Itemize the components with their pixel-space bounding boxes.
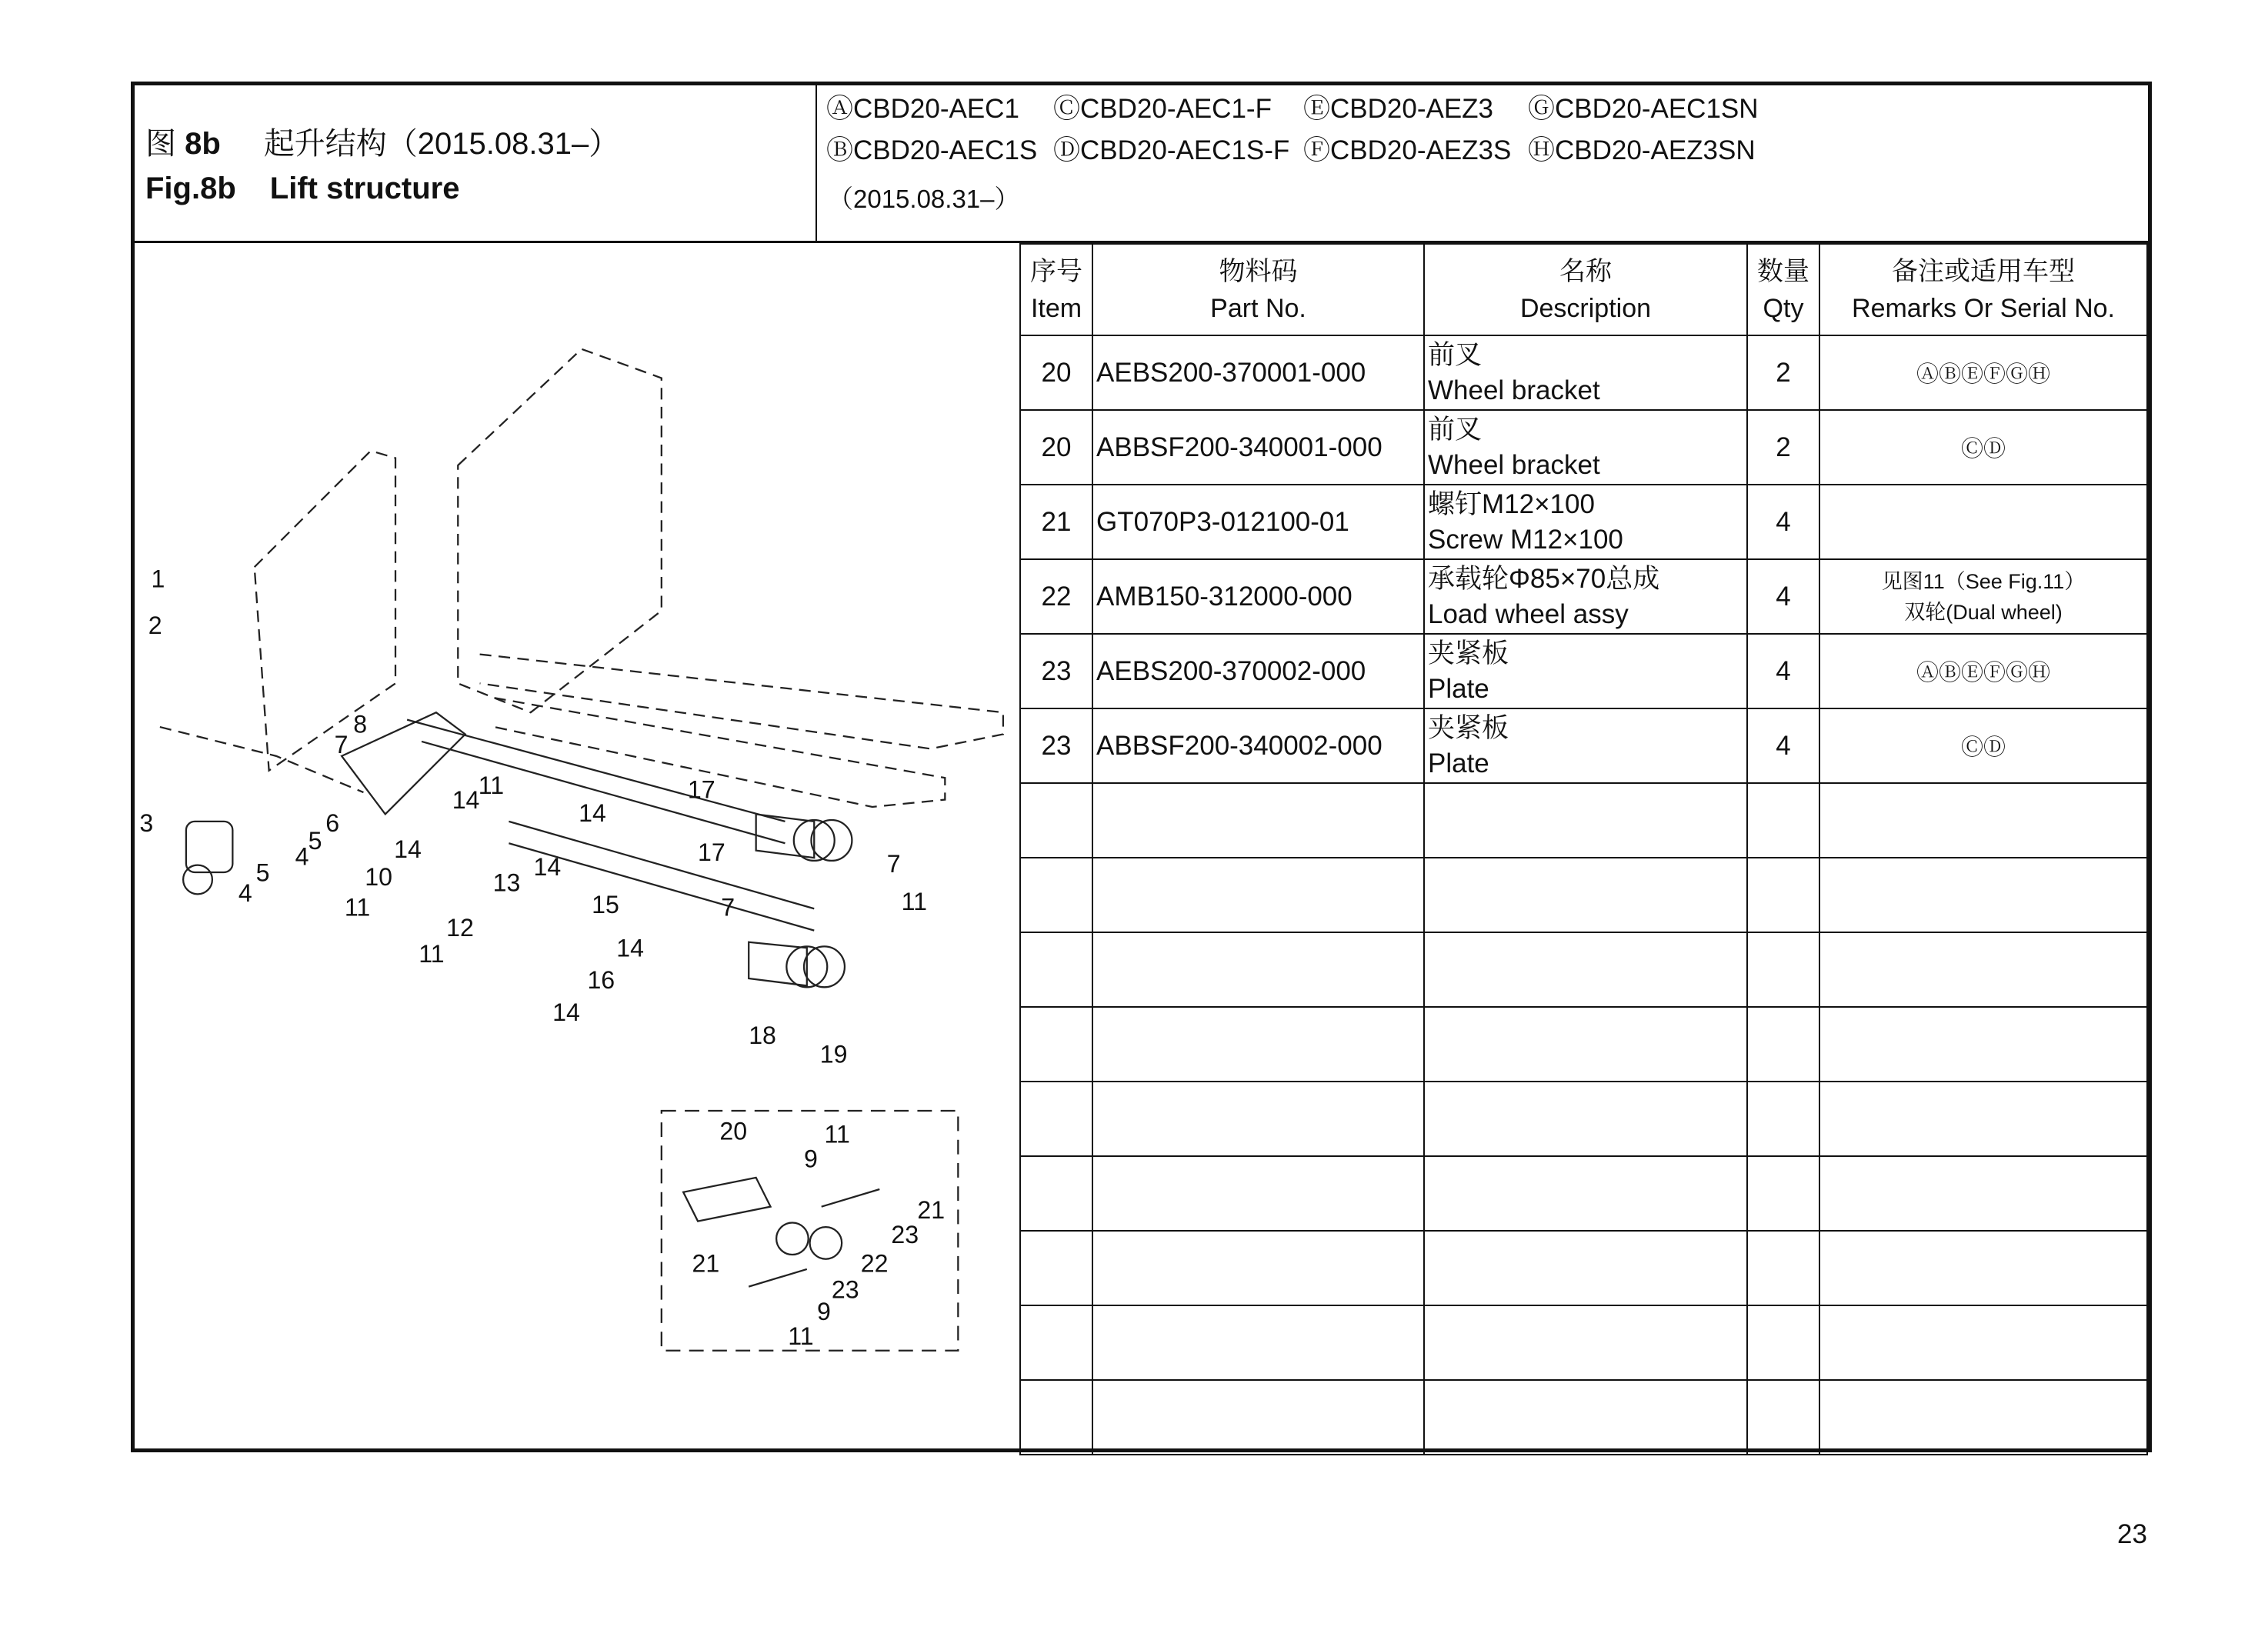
callout-16: 16: [587, 966, 615, 995]
description-cell: 夹紧板 Plate: [1424, 708, 1747, 783]
callout-7: 7: [334, 731, 349, 759]
page-number: 23: [2117, 1519, 2147, 1549]
item-cell: 20: [1020, 410, 1092, 485]
callout-11: 11: [788, 1322, 814, 1351]
description-cell: 前叉 Wheel bracket: [1424, 335, 1747, 410]
remarks-cell: 见图11（See Fig.11） 双轮(Dual wheel): [1819, 559, 2147, 634]
page-frame: [131, 82, 2152, 1452]
title-text-en: Lift structure: [269, 172, 460, 205]
callout-13: 13: [492, 868, 521, 897]
callout-22: 22: [860, 1249, 889, 1278]
description-cell: 前叉 Wheel bracket: [1424, 410, 1747, 485]
date-range: （2015.08.31–）: [828, 185, 1020, 213]
item-cell: 20: [1020, 335, 1092, 410]
title-text-cn: 起升结构（2015.08.31–）: [263, 127, 620, 161]
callout-17: 17: [687, 775, 715, 804]
callout-14: 14: [552, 998, 580, 1026]
part-no-cell: AEBS200-370001-000: [1092, 335, 1424, 410]
callout-17: 17: [698, 838, 725, 866]
callout-14: 14: [579, 798, 606, 827]
callout-5: 5: [255, 858, 270, 887]
description-cell: 承载轮Φ85×70总成 Load wheel assy: [1424, 559, 1747, 634]
item-cell: 21: [1020, 485, 1092, 559]
part-no-cell: GT070P3-012100-01: [1092, 485, 1424, 559]
fig-number-cn: 8b: [185, 127, 221, 161]
remarks-cell: ⒶⒷⒺⒻⒼⒽ: [1819, 634, 2147, 708]
callout-6: 6: [325, 809, 340, 838]
callout-11: 11: [344, 893, 371, 922]
mast-outline: [458, 349, 662, 712]
remarks-cell: ⒸⒹ: [1819, 410, 2147, 485]
part-no-cell: AMB150-312000-000: [1092, 559, 1424, 634]
model-a: ⒶCBD20-AEC1: [826, 94, 1019, 124]
col-description: 名称 Description: [1424, 244, 1747, 335]
fig-prefix-cn: 图: [145, 127, 176, 161]
fork-lower: [495, 698, 946, 807]
callout-2: 2: [148, 612, 162, 640]
col-item: 序号 Item: [1020, 244, 1092, 335]
callout-18: 18: [749, 1022, 776, 1050]
part-no-cell: ABBSF200-340001-000: [1092, 410, 1424, 485]
callout-23: 23: [891, 1220, 919, 1248]
callout-14: 14: [452, 785, 480, 814]
callout-11: 11: [419, 940, 445, 968]
fork-upper: [480, 655, 1003, 749]
callout-8: 8: [353, 710, 368, 738]
qty-cell: 2: [1747, 335, 1819, 410]
qty-cell: 4: [1747, 708, 1819, 783]
callout-11: 11: [824, 1120, 850, 1148]
callout-11: 11: [901, 888, 927, 916]
callout-10: 10: [365, 863, 393, 892]
callout-1: 1: [151, 565, 165, 593]
callout-23: 23: [831, 1275, 859, 1304]
callout-15: 15: [592, 890, 619, 918]
callout-4: 4: [238, 878, 252, 907]
model-e: ⒺCBD20-AEZ3: [1303, 94, 1494, 124]
callout-3: 3: [139, 809, 154, 838]
qty-cell: 4: [1747, 559, 1819, 634]
model-b: ⒷCBD20-AEC1S: [826, 135, 1038, 165]
col-qty: 数量 Qty: [1747, 244, 1819, 335]
diagram-drawing: [160, 349, 1003, 1351]
description-cell: 夹紧板 Plate: [1424, 634, 1747, 708]
qty-cell: 2: [1747, 410, 1819, 485]
qty-cell: 4: [1747, 485, 1819, 559]
item-cell: 23: [1020, 708, 1092, 783]
fig-number-en: Fig.8b: [145, 172, 236, 205]
callout-14: 14: [533, 852, 562, 881]
model-d: ⒹCBD20-AEC1S-F: [1053, 135, 1290, 165]
callout-9: 9: [817, 1298, 831, 1326]
model-h: ⒽCBD20-AEZ3SN: [1528, 135, 1756, 165]
remarks-cell: ⒶⒷⒺⒻⒼⒽ: [1819, 335, 2147, 410]
callout-12: 12: [446, 914, 474, 942]
qty-cell: 4: [1747, 634, 1819, 708]
item-cell: 22: [1020, 559, 1092, 634]
carriage-outline: [255, 451, 395, 771]
callout-7: 7: [721, 893, 735, 922]
callout-7: 7: [886, 850, 901, 878]
callout-21: 21: [917, 1195, 946, 1224]
model-g: ⒼCBD20-AEC1SN: [1528, 94, 1759, 124]
model-c: ⒸCBD20-AEC1-F: [1053, 94, 1272, 124]
part-no-cell: ABBSF200-340002-000: [1092, 708, 1424, 783]
part-no-cell: AEBS200-370002-000: [1092, 634, 1424, 708]
callout-9: 9: [804, 1145, 818, 1173]
model-f: ⒻCBD20-AEZ3S: [1303, 135, 1512, 165]
callout-14: 14: [394, 835, 422, 864]
col-part-no: 物料码 Part No.: [1092, 244, 1424, 335]
col-remarks: 备注或适用车型 Remarks Or Serial No.: [1819, 244, 2147, 335]
callout-4: 4: [295, 842, 309, 871]
steer-wheel: [186, 822, 232, 872]
description-cell: 螺钉M12×100 Screw M12×100: [1424, 485, 1747, 559]
callout-20: 20: [719, 1117, 748, 1145]
callout-11: 11: [478, 771, 505, 799]
item-cell: 23: [1020, 634, 1092, 708]
callout-21: 21: [692, 1249, 720, 1278]
callout-14: 14: [616, 934, 644, 962]
callout-19: 19: [819, 1040, 848, 1068]
callout-5: 5: [308, 826, 322, 855]
remarks-cell: ⒸⒹ: [1819, 708, 2147, 783]
